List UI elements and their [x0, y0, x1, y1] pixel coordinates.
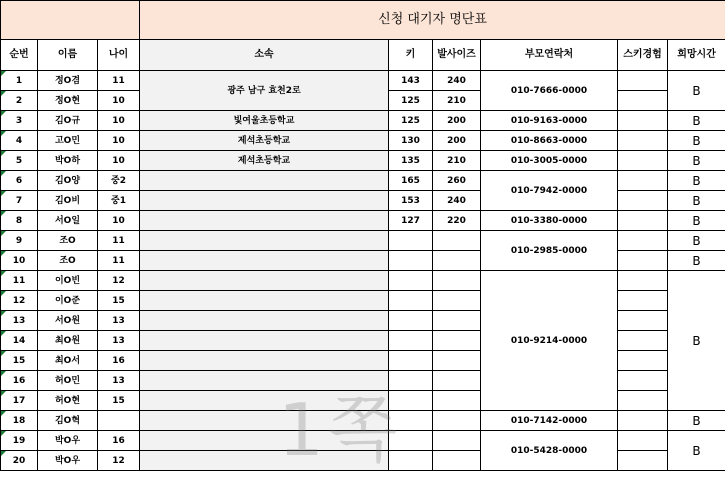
cell-shoe[interactable]: 260 — [433, 171, 481, 191]
cell-height[interactable]: 127 — [389, 211, 433, 231]
cell-shoe[interactable]: 220 — [433, 211, 481, 231]
page-watermark: 1쪽 — [278, 388, 402, 472]
cell-shoe[interactable] — [433, 311, 481, 331]
cell-shoe[interactable] — [433, 331, 481, 351]
cell-ski[interactable] — [618, 191, 668, 211]
cell-shoe[interactable] — [433, 351, 481, 371]
cell-time[interactable]: B — [668, 131, 725, 151]
cell-phone[interactable]: 010-7666-0000 — [481, 71, 618, 111]
cell-no[interactable]: 8 — [1, 211, 38, 231]
cell-height[interactable] — [389, 251, 433, 271]
header-no[interactable]: 순번 — [1, 40, 38, 71]
cell-no[interactable]: 5 — [1, 151, 38, 171]
cell-age[interactable]: 10 — [98, 91, 140, 111]
cell-time[interactable]: B — [668, 151, 725, 171]
cell-shoe[interactable] — [433, 371, 481, 391]
cell-affiliation[interactable]: 제석초등학교 — [140, 131, 389, 151]
cell-phone[interactable]: 010-7942-0000 — [481, 171, 618, 211]
cell-ski[interactable] — [618, 231, 668, 251]
cell-shoe[interactable]: 200 — [433, 111, 481, 131]
cell-no[interactable]: 2 — [1, 91, 38, 111]
cell-age[interactable]: 13 — [98, 311, 140, 331]
cell-height[interactable] — [389, 431, 433, 451]
cell-ski[interactable] — [618, 431, 668, 451]
cell-no[interactable]: 15 — [1, 351, 38, 371]
cell-ski[interactable] — [618, 131, 668, 151]
cell-name[interactable]: 정O겸 — [38, 71, 98, 91]
cell-shoe[interactable]: 200 — [433, 131, 481, 151]
cell-no[interactable]: 6 — [1, 171, 38, 191]
cell-no[interactable]: 19 — [1, 431, 38, 451]
cell-shoe[interactable] — [433, 431, 481, 451]
cell-height[interactable] — [389, 371, 433, 391]
cell-time[interactable]: B — [668, 271, 725, 411]
cell-affiliation[interactable]: 빛여울초등학교 — [140, 111, 389, 131]
cell-shoe[interactable]: 240 — [433, 71, 481, 91]
cell-affiliation[interactable] — [140, 371, 389, 391]
cell-shoe[interactable]: 210 — [433, 151, 481, 171]
cell-ski[interactable] — [618, 331, 668, 351]
cell-height[interactable] — [389, 311, 433, 331]
cell-ski[interactable] — [618, 351, 668, 371]
cell-ski[interactable] — [618, 311, 668, 331]
cell-affiliation[interactable] — [140, 211, 389, 231]
cell-affiliation[interactable] — [140, 311, 389, 331]
cell-age[interactable] — [98, 411, 140, 431]
cell-shoe[interactable] — [433, 231, 481, 251]
cell-time[interactable]: B — [668, 431, 725, 471]
cell-age[interactable]: 12 — [98, 271, 140, 291]
cell-age[interactable]: 10 — [98, 111, 140, 131]
cell-age[interactable]: 11 — [98, 251, 140, 271]
cell-ski[interactable] — [618, 91, 668, 111]
header-name[interactable]: 이름 — [38, 40, 98, 71]
cell-affiliation[interactable] — [140, 191, 389, 211]
cell-name[interactable]: 최O서 — [38, 351, 98, 371]
cell-ski[interactable] — [618, 151, 668, 171]
cell-no[interactable]: 13 — [1, 311, 38, 331]
table-row — [1, 131, 725, 151]
table-row — [1, 171, 725, 191]
cell-shoe[interactable] — [433, 291, 481, 311]
cell-age[interactable]: 중1 — [98, 191, 140, 211]
sheet-title[interactable]: 신청 대기자 명단표 — [140, 1, 725, 40]
cell-no[interactable]: 10 — [1, 251, 38, 271]
cell-height[interactable]: 135 — [389, 151, 433, 171]
cell-age[interactable]: 13 — [98, 331, 140, 351]
cell-height[interactable]: 125 — [389, 111, 433, 131]
cell-affiliation[interactable]: 광주 남구 효천2로 — [140, 71, 389, 111]
cell-age[interactable]: 10 — [98, 131, 140, 151]
cell-no[interactable]: 17 — [1, 391, 38, 411]
cell-age[interactable]: 16 — [98, 431, 140, 451]
cell-height[interactable]: 143 — [389, 71, 433, 91]
cell-ski[interactable] — [618, 211, 668, 231]
cell-phone[interactable]: 010-8663-0000 — [481, 131, 618, 151]
cell-phone[interactable]: 010-9214-0000 — [481, 271, 618, 411]
cell-age[interactable]: 중2 — [98, 171, 140, 191]
header-parent-phone[interactable]: 부모연락처 — [481, 40, 618, 71]
cell-name[interactable]: 김O규 — [38, 111, 98, 131]
cell-phone[interactable]: 010-3005-0000 — [481, 151, 618, 171]
cell-name[interactable]: 이O준 — [38, 291, 98, 311]
cell-no[interactable]: 18 — [1, 411, 38, 431]
header-row — [1, 40, 725, 71]
cell-name[interactable]: 조O — [38, 251, 98, 271]
cell-time[interactable]: B — [668, 171, 725, 191]
cell-height[interactable] — [389, 351, 433, 371]
cell-no[interactable]: 3 — [1, 111, 38, 131]
table-row — [1, 231, 725, 251]
cell-ski[interactable] — [618, 271, 668, 291]
cell-age[interactable]: 10 — [98, 151, 140, 171]
cell-name[interactable]: 이O빈 — [38, 271, 98, 291]
cell-ski[interactable] — [618, 391, 668, 411]
cell-name[interactable]: 서O일 — [38, 211, 98, 231]
cell-age[interactable]: 13 — [98, 371, 140, 391]
table-row — [1, 431, 725, 451]
cell-phone[interactable]: 010-3380-0000 — [481, 211, 618, 231]
cell-affiliation[interactable] — [140, 391, 389, 411]
table-row — [1, 411, 725, 431]
cell-no[interactable]: 9 — [1, 231, 38, 251]
header-age[interactable]: 나이 — [98, 40, 140, 71]
header-height[interactable]: 키 — [389, 40, 433, 71]
cell-shoe[interactable] — [433, 271, 481, 291]
cell-no[interactable]: 4 — [1, 131, 38, 151]
cell-time[interactable]: B — [668, 411, 725, 431]
cell-age[interactable]: 15 — [98, 391, 140, 411]
cell-affiliation[interactable] — [140, 171, 389, 191]
cell-affiliation[interactable] — [140, 351, 389, 371]
cell-affiliation[interactable] — [140, 251, 389, 271]
cell-affiliation[interactable] — [140, 431, 389, 451]
cell-time[interactable]: B — [668, 211, 725, 231]
cell-age[interactable]: 12 — [98, 451, 140, 471]
title-row — [1, 1, 725, 40]
cell-height[interactable] — [389, 271, 433, 291]
cell-name[interactable]: 최O원 — [38, 331, 98, 351]
cell-shoe[interactable] — [433, 451, 481, 471]
cell-no[interactable]: 14 — [1, 331, 38, 351]
cell-ski[interactable] — [618, 111, 668, 131]
cell-name[interactable]: 허O민 — [38, 371, 98, 391]
cell-time[interactable]: B — [668, 111, 725, 131]
cell-height[interactable] — [389, 391, 433, 411]
cell-no[interactable]: 11 — [1, 271, 38, 291]
table-row — [1, 151, 725, 171]
cell-affiliation[interactable] — [140, 291, 389, 311]
cell-ski[interactable] — [618, 171, 668, 191]
cell-affiliation[interactable] — [140, 451, 389, 471]
cell-no[interactable]: 7 — [1, 191, 38, 211]
cell-affiliation[interactable] — [140, 411, 389, 431]
header-affiliation[interactable]: 소속 — [140, 40, 389, 71]
cell-affiliation[interactable]: 제석초등학교 — [140, 151, 389, 171]
cell-age[interactable]: 16 — [98, 351, 140, 371]
cell-ski[interactable] — [618, 291, 668, 311]
cell-name[interactable]: 고O민 — [38, 131, 98, 151]
cell-affiliation[interactable] — [140, 271, 389, 291]
cell-height[interactable] — [389, 411, 433, 431]
cell-name[interactable]: 서O원 — [38, 311, 98, 331]
cell-phone[interactable]: 010-7142-0000 — [481, 411, 618, 431]
cell-age[interactable]: 11 — [98, 71, 140, 91]
cell-phone[interactable]: 010-2985-0000 — [481, 231, 618, 271]
table-row — [1, 111, 725, 131]
cell-shoe[interactable]: 240 — [433, 191, 481, 211]
cell-shoe[interactable] — [433, 391, 481, 411]
header-ski-experience[interactable]: 스키경험 — [618, 40, 668, 71]
header-shoe-size[interactable]: 발사이즈 — [433, 40, 481, 71]
cell-name[interactable]: 박O우 — [38, 431, 98, 451]
cell-age[interactable]: 11 — [98, 231, 140, 251]
cell-height[interactable]: 130 — [389, 131, 433, 151]
title-left-cell[interactable] — [1, 1, 140, 40]
cell-no[interactable]: 20 — [1, 451, 38, 471]
cell-shoe[interactable] — [433, 251, 481, 271]
cell-affiliation[interactable] — [140, 231, 389, 251]
cell-age[interactable]: 15 — [98, 291, 140, 311]
cell-phone[interactable]: 010-5428-0000 — [481, 431, 618, 471]
cell-name[interactable]: 박O하 — [38, 151, 98, 171]
cell-time[interactable]: B — [668, 191, 725, 211]
cell-height[interactable] — [389, 231, 433, 251]
cell-height[interactable] — [389, 291, 433, 311]
cell-time[interactable]: B — [668, 231, 725, 251]
cell-name[interactable]: 정O현 — [38, 91, 98, 111]
cell-time[interactable]: B — [668, 71, 725, 111]
cell-height[interactable]: 165 — [389, 171, 433, 191]
cell-ski[interactable] — [618, 371, 668, 391]
cell-name[interactable]: 김O비 — [38, 191, 98, 211]
table-row — [1, 271, 725, 291]
cell-height[interactable] — [389, 451, 433, 471]
cell-affiliation[interactable] — [140, 331, 389, 351]
cell-no[interactable]: 16 — [1, 371, 38, 391]
cell-name[interactable]: 허O현 — [38, 391, 98, 411]
cell-no[interactable]: 12 — [1, 291, 38, 311]
cell-ski[interactable] — [618, 411, 668, 431]
table-row — [1, 211, 725, 231]
cell-shoe[interactable] — [433, 411, 481, 431]
cell-ski[interactable] — [618, 251, 668, 271]
cell-shoe[interactable]: 210 — [433, 91, 481, 111]
cell-time[interactable]: B — [668, 251, 725, 271]
cell-name[interactable]: 김O양 — [38, 171, 98, 191]
cell-phone[interactable]: 010-9163-0000 — [481, 111, 618, 131]
cell-name[interactable]: 조O — [38, 231, 98, 251]
cell-age[interactable]: 10 — [98, 211, 140, 231]
cell-name[interactable]: 박O우 — [38, 451, 98, 471]
cell-height[interactable] — [389, 331, 433, 351]
table-row — [1, 71, 725, 91]
header-preferred-time[interactable]: 희망시간 — [668, 40, 725, 71]
cell-ski[interactable] — [618, 71, 668, 91]
cell-height[interactable]: 153 — [389, 191, 433, 211]
cell-ski[interactable] — [618, 451, 668, 471]
cell-no[interactable]: 1 — [1, 71, 38, 91]
cell-height[interactable]: 125 — [389, 91, 433, 111]
cell-name[interactable]: 김O혁 — [38, 411, 98, 431]
